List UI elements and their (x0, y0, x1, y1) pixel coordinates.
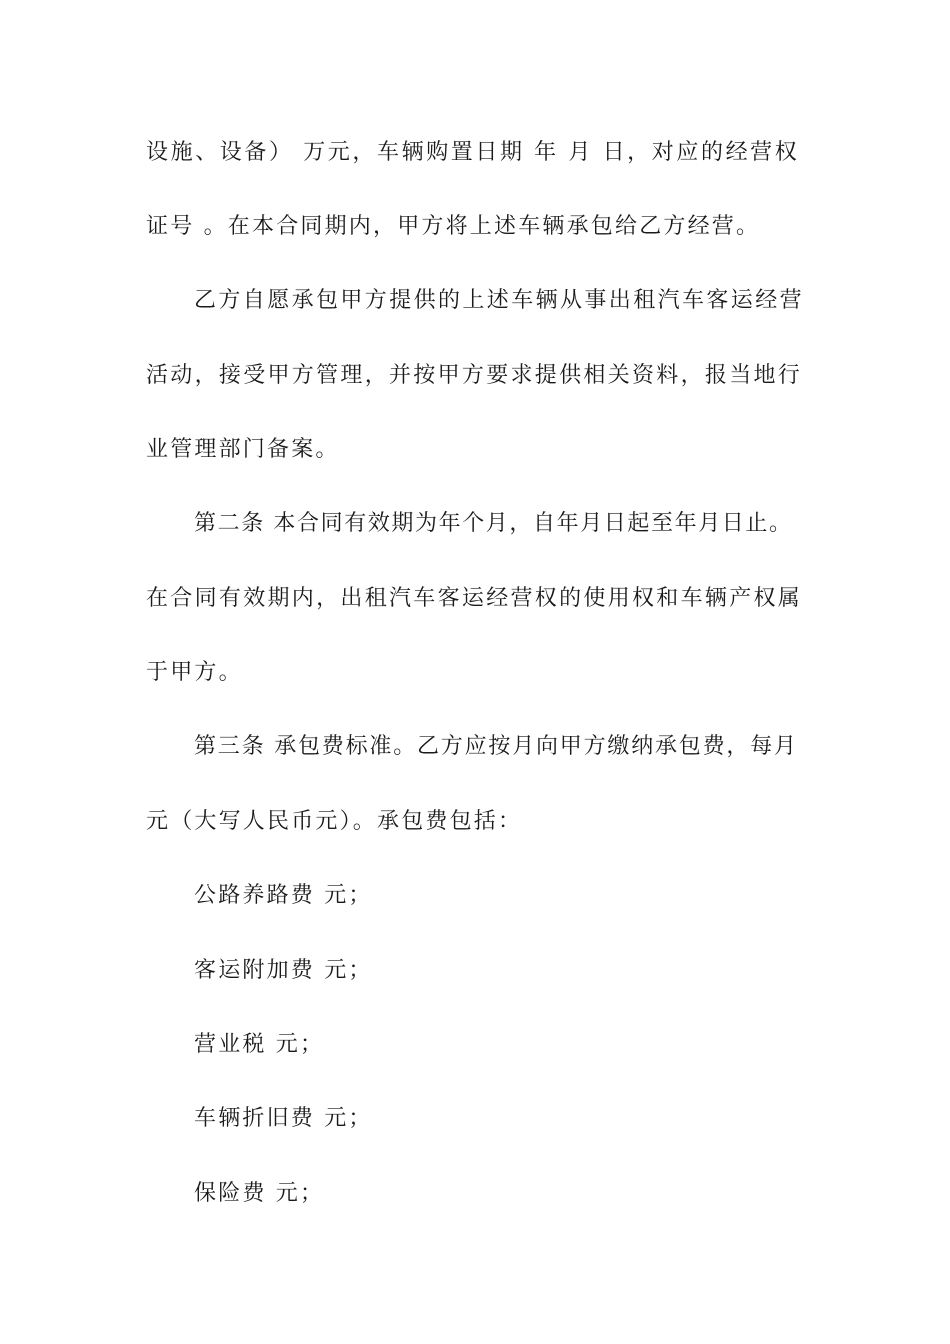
fee-item-insurance: 保险费 元； (194, 1181, 325, 1206)
paragraph-line: 活动，接受甲方管理，并按甲方要求提供相关资料，报当地行 (146, 363, 803, 388)
fee-item-passenger-surcharge: 客运附加费 元； (194, 958, 373, 983)
paragraph-line: 业管理部门备案。 (146, 437, 340, 462)
paragraph-line: 元（大写人民币元）。承包费包括： (146, 809, 523, 834)
fee-item-road-maintenance: 公路养路费 元； (194, 883, 373, 908)
fee-item-depreciation: 车辆折旧费 元； (194, 1106, 373, 1131)
paragraph-line: 在合同有效期内，出租汽车客运经营权的使用权和车辆产权属 (146, 586, 803, 611)
paragraph-line: 设施、设备） 万元，车辆购置日期 年 月 日，对应的经营权 (146, 140, 800, 165)
paragraph-line: 证号 。在本合同期内，甲方将上述车辆承包给乙方经营。 (146, 214, 761, 239)
paragraph-line: 于甲方。 (146, 660, 243, 685)
paragraph-line: 乙方自愿承包甲方提供的上述车辆从事出租汽车客运经营 (194, 288, 805, 313)
article-2-line: 第二条 本合同有效期为年个月，自年月日起至年月日止。 (194, 511, 793, 536)
fee-item-business-tax: 营业税 元； (194, 1032, 325, 1057)
article-3-line: 第三条 承包费标准。乙方应按月向甲方缴纳承包费，每月 (194, 734, 798, 759)
